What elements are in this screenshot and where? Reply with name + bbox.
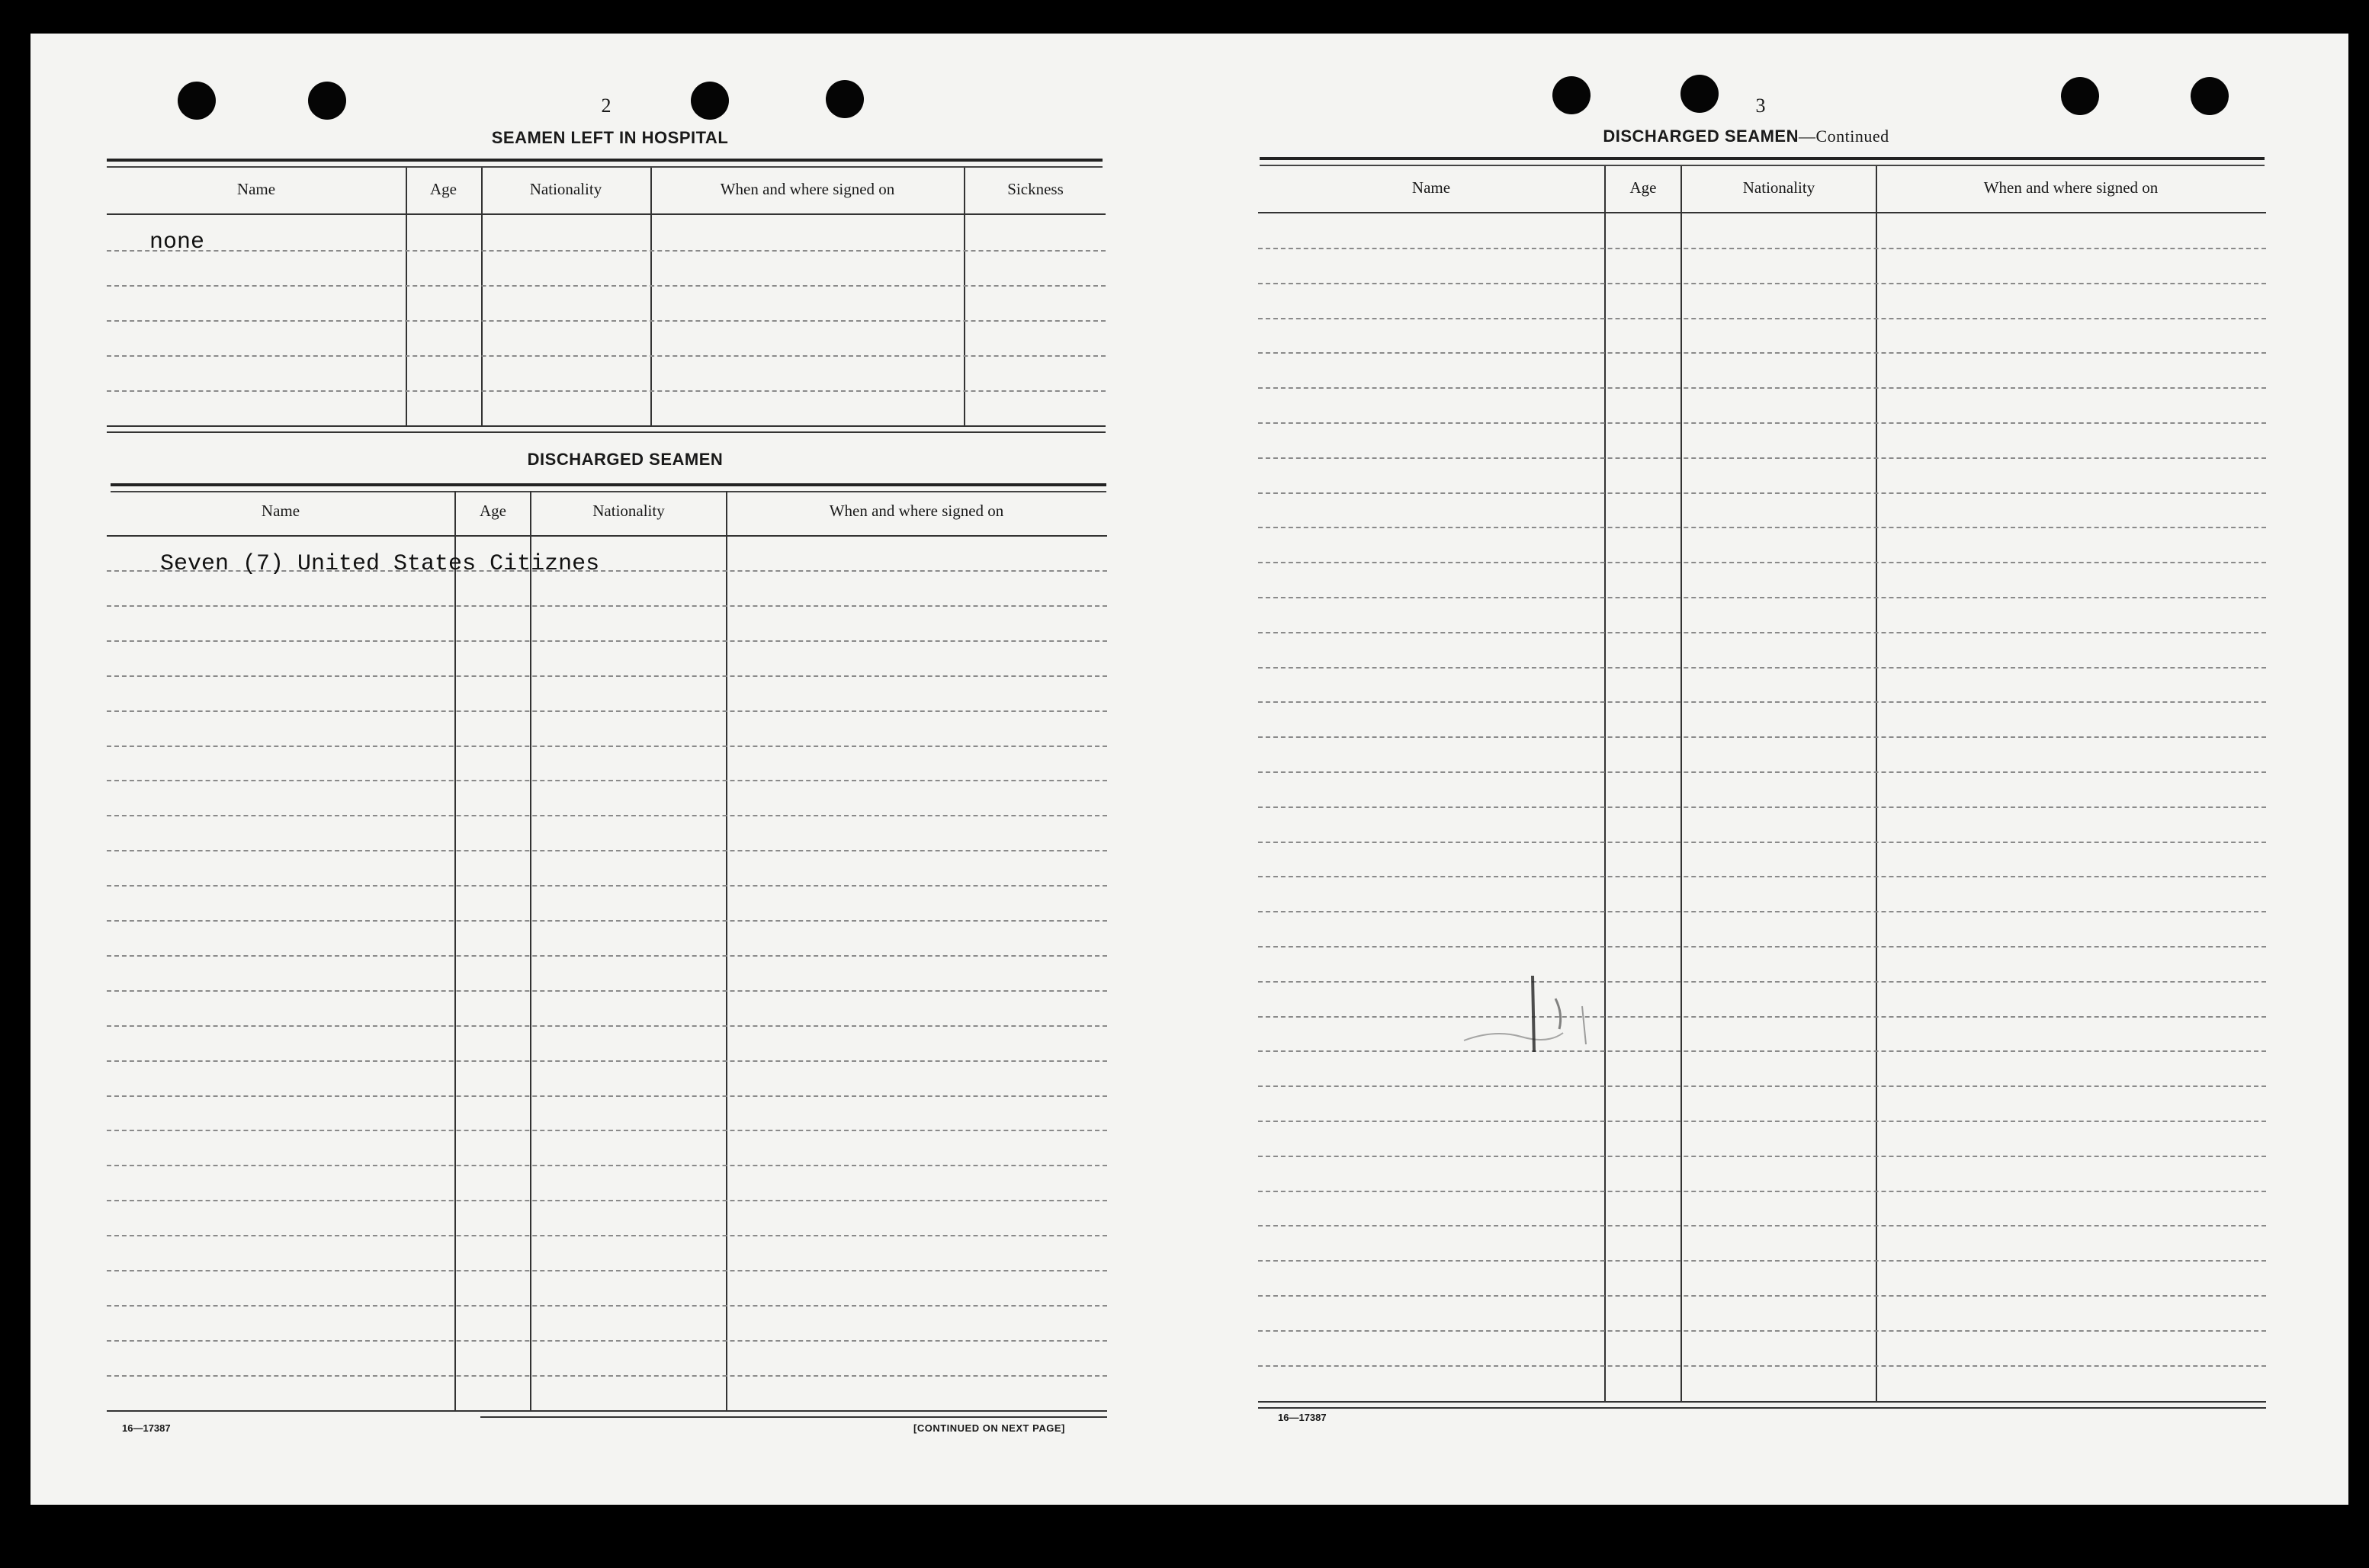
table-row-line [107,850,1107,851]
table-row-line [1258,352,2266,354]
table-row-line [1258,701,2266,703]
table-row-line [107,1095,1107,1097]
table-row-line [1258,1016,2266,1018]
table-row-line [107,1305,1107,1307]
table-row-line [1258,946,2266,948]
discharged-entry: Seven (7) United States Citiznes [160,551,600,577]
discharged-col-name: Name [261,502,300,520]
table-row-line [107,1060,1107,1062]
table-row-line [107,885,1107,887]
discharged-top-rule-2 [111,491,1106,492]
table-row-line [1258,771,2266,773]
table-row-line [107,1130,1107,1131]
continued-note: [CONTINUED ON NEXT PAGE] [913,1422,1065,1434]
table-row-line [107,815,1107,816]
hospital-col-age: Age [430,180,457,198]
table-row-line [1258,981,2266,983]
table-row-line [1258,842,2266,843]
table-row-line [107,780,1107,781]
table-row-line [1258,911,2266,912]
table-row-line [1258,283,2266,284]
hospital-bottom-rule [107,425,1106,427]
right-col-divider [1680,166,1682,1403]
table-row-line [1258,1156,2266,1157]
right-col-nationality: Nationality [1742,178,1815,197]
table-row-line [1258,736,2266,738]
table-row-line [1258,667,2266,669]
ink-smudge [1449,968,1647,1060]
right-col-signed-on: When and where signed on [1983,178,2159,197]
discharged-col-signed-on: When and where signed on [829,502,1004,520]
right-section-title [1555,127,1937,146]
table-row-line [1258,597,2266,598]
table-row-line [1258,1121,2266,1122]
table-row-line [1258,632,2266,633]
hospital-row-line [107,285,1106,287]
table-row-line [1258,1260,2266,1262]
page-number-right: 3 [1755,95,1766,117]
right-col-divider [1876,166,1877,1403]
table-row-line [107,1340,1107,1342]
table-row-line [1258,806,2266,808]
table-row-line [1258,1295,2266,1297]
page-number-left: 2 [601,95,612,117]
hospital-section-title: SEAMEN LEFT IN HOSPITAL [491,128,729,147]
punch-hole [691,82,729,120]
right-bottom-rule [1258,1401,2266,1403]
table-row-line [107,990,1107,992]
discharged-bottom-rule-2 [480,1416,1107,1418]
table-row-line [1258,422,2266,424]
hospital-col-name: Name [236,180,276,198]
table-row-line [1258,1085,2266,1087]
punch-hole [308,82,346,120]
discharged-header-rule [107,535,1107,537]
hospital-col-sickness: Sickness [1007,180,1064,198]
right-section-title-main: DISCHARGED SEAMEN [1603,127,1799,146]
table-row-line [107,920,1107,922]
table-row-line [107,955,1107,957]
table-row-line [1258,562,2266,563]
table-row-line [1258,1330,2266,1332]
table-row-line [107,675,1107,677]
hospital-bottom-rule-2 [107,431,1106,433]
table-row-line [1258,457,2266,459]
table-row-line [107,746,1107,747]
discharged-col-divider [726,491,727,1410]
punch-hole [1552,76,1591,114]
hospital-col-nationality: Nationality [529,180,602,198]
table-row-line [1258,1365,2266,1367]
table-row-line [1258,1225,2266,1227]
hospital-top-rule-2 [107,166,1103,168]
discharged-col-nationality: Nationality [592,502,665,520]
table-row-line [1258,1191,2266,1192]
punch-hole [2061,77,2099,115]
hospital-col-divider [964,168,965,427]
discharged-col-age: Age [480,502,506,520]
ledger-sheet [30,34,2348,1505]
hospital-col-divider [481,168,483,427]
hospital-entry: none [149,229,205,255]
hospital-top-rule [107,159,1103,162]
table-row-line [107,710,1107,712]
right-col-age: Age [1629,178,1657,197]
hospital-header-rule [107,213,1106,215]
hospital-row-line [107,390,1106,392]
punch-hole [1680,75,1719,113]
table-row-line [1258,876,2266,877]
discharged-bottom-rule [107,1410,1107,1412]
table-row-line [1258,1050,2266,1052]
hospital-col-signed-on: When and where signed on [720,180,895,198]
discharged-section-title: DISCHARGED SEAMEN [527,450,724,469]
table-row-line [1258,318,2266,319]
form-code-left: 16—17387 [122,1422,171,1434]
table-row-line [107,1235,1107,1236]
right-top-rule-2 [1260,165,2265,166]
hospital-row-line [107,320,1106,322]
discharged-col-divider [530,491,531,1410]
hospital-col-divider [650,168,652,427]
right-top-rule [1260,157,2265,160]
right-bottom-rule-2 [1258,1407,2266,1409]
punch-hole [826,80,864,118]
table-row-line [107,1200,1107,1201]
form-code-right: 16—17387 [1278,1412,1327,1423]
discharged-top-rule [111,483,1106,486]
right-col-divider [1604,166,1606,1403]
punch-hole [178,82,216,120]
table-row-line [107,1270,1107,1271]
table-row-line [1258,248,2266,249]
table-row-line [107,1375,1107,1377]
punch-hole [2191,77,2229,115]
table-row-line [1258,492,2266,494]
right-col-name: Name [1411,178,1451,197]
hospital-row-line [107,355,1106,357]
table-row-line [1258,527,2266,528]
discharged-col-divider [454,491,456,1410]
right-header-rule [1258,212,2266,213]
table-row-line [1258,387,2266,389]
table-row-line [107,1025,1107,1027]
table-row-line [107,640,1107,642]
hospital-col-divider [406,168,407,427]
table-row-line [107,605,1107,607]
hospital-row-line [107,250,1106,252]
right-section-title-suffix: —Continued [1798,127,1889,146]
table-row-line [107,1165,1107,1166]
